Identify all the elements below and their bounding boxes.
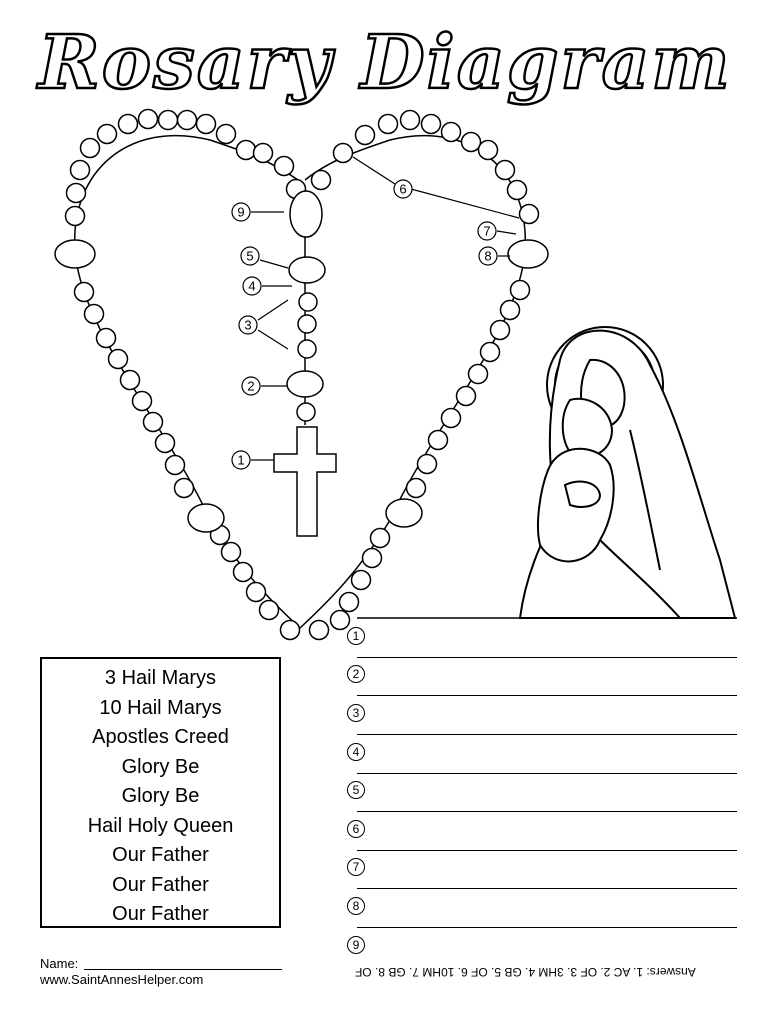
answer-number: 9 — [347, 936, 365, 954]
rosary-bead — [275, 157, 294, 176]
answer-line[interactable] — [357, 850, 737, 851]
word-bank-item: Our Father — [112, 844, 209, 866]
rosary-bead — [356, 126, 375, 145]
rosary-bead — [234, 563, 253, 582]
rosary-bead — [352, 571, 371, 590]
rosary-bead — [508, 181, 527, 200]
rosary-bead — [66, 207, 85, 226]
rosary-bead — [469, 365, 488, 384]
rosary-bead — [442, 409, 461, 428]
rosary-bead — [298, 340, 316, 358]
rosary-bead — [422, 115, 441, 134]
rosary-bead — [407, 479, 426, 498]
rosary-bead — [297, 403, 315, 421]
rosary-bead — [429, 431, 448, 450]
rosary-bead — [222, 543, 241, 562]
rosary-bead — [98, 125, 117, 144]
rosary-bead — [298, 315, 316, 333]
rosary-bead — [175, 479, 194, 498]
callout-number: 7 — [483, 223, 491, 239]
word-bank-item: 3 Hail Marys — [104, 667, 217, 689]
rosary-large-bead — [386, 499, 422, 527]
answer-line[interactable] — [357, 888, 737, 889]
callout-number: 4 — [248, 278, 256, 294]
callout-number: 5 — [246, 248, 254, 264]
rosary-large-bead — [287, 371, 323, 397]
answer-number: 1 — [347, 627, 365, 645]
rosary-large-bead — [290, 191, 322, 237]
rosary-bead — [479, 141, 498, 160]
answer-number: 2 — [347, 665, 365, 683]
rosary-large-bead — [508, 240, 548, 268]
callout-leader-line — [411, 189, 519, 218]
rosary-large-bead — [188, 504, 224, 532]
word-bank-item: Our Father — [112, 903, 209, 925]
callout-leader-line — [353, 157, 395, 184]
rosary-bead — [247, 583, 266, 602]
rosary-bead — [85, 305, 104, 324]
word-bank-item: Glory Be — [121, 785, 200, 807]
word-bank-item: Glory Be — [121, 755, 200, 778]
name-field[interactable] — [84, 969, 282, 970]
rosary-bead — [178, 111, 197, 130]
name-label: Name: — [40, 956, 79, 971]
callout-number: 8 — [484, 248, 492, 264]
rosary-large-bead — [289, 257, 325, 283]
rosary-bead — [133, 392, 152, 411]
answer-number: 3 — [347, 704, 365, 722]
word-bank-item: Apostles Creed — [92, 726, 229, 748]
answer-line[interactable] — [357, 734, 737, 735]
rosary-bead — [363, 549, 382, 568]
answer-key-upside-down: Answers: 1. AC 2. OF 3. 3HM 4. GB 5. OF 6. 10HM 7. GB 8. OF — [355, 965, 696, 979]
callout-leader-line — [258, 330, 288, 349]
word-bank-item: Our Father — [112, 873, 209, 896]
rosary-bead — [109, 350, 128, 369]
word-bank — [40, 657, 281, 928]
answer-line[interactable] — [357, 695, 737, 696]
answer-number: 8 — [347, 897, 365, 915]
answer-number: 5 — [347, 781, 365, 799]
rosary-bead — [401, 111, 420, 130]
rosary-large-bead — [55, 240, 95, 268]
answer-number: 4 — [347, 743, 365, 761]
callout-leader-line — [260, 260, 288, 268]
rosary-bead — [237, 141, 256, 160]
rosary-bead — [340, 593, 359, 612]
callout-number: 9 — [237, 204, 245, 220]
rosary-bead — [457, 387, 476, 406]
rosary-bead — [418, 455, 437, 474]
answer-number: 6 — [347, 820, 365, 838]
answer-number: 7 — [347, 858, 365, 876]
rosary-bead — [217, 125, 236, 144]
rosary-bead — [119, 115, 138, 134]
rosary-bead — [481, 343, 500, 362]
callout-number: 1 — [237, 452, 245, 468]
rosary-bead — [520, 205, 539, 224]
rosary-bead — [144, 413, 163, 432]
rosary-bead — [97, 329, 116, 348]
crucifix-icon — [274, 427, 336, 536]
rosary-bead — [442, 123, 461, 142]
rosary-bead — [501, 301, 520, 320]
rosary-bead — [67, 184, 86, 203]
mary-and-child-illustration — [520, 327, 735, 618]
callout-number: 2 — [247, 378, 255, 394]
rosary-bead — [491, 321, 510, 340]
rosary-bead — [71, 161, 90, 180]
answer-line[interactable] — [357, 811, 737, 812]
rosary-bead — [511, 281, 530, 300]
rosary-bead — [197, 115, 216, 134]
rosary-bead — [331, 611, 350, 630]
rosary-bead — [379, 115, 398, 134]
rosary-bead — [166, 456, 185, 475]
rosary-bead — [254, 144, 273, 163]
rosary-bead — [281, 621, 300, 640]
rosary-bead — [334, 144, 353, 163]
rosary-bead — [81, 139, 100, 158]
word-bank-item: 10 Hail Marys — [99, 696, 222, 719]
rosary-bead — [371, 529, 390, 548]
answer-line[interactable] — [357, 773, 737, 774]
rosary-bead — [496, 161, 515, 180]
rosary-bead — [312, 171, 331, 190]
page-title: Rosary Diagram — [38, 20, 732, 106]
word-bank-item: Hail Holy Queen — [87, 814, 234, 837]
callout-leader-line — [258, 300, 288, 320]
rosary-bead — [260, 601, 279, 620]
rosary-bead — [310, 621, 329, 640]
rosary-bead — [139, 110, 158, 129]
rosary-bead — [462, 133, 481, 152]
rosary-bead — [159, 111, 178, 130]
rosary-beads — [55, 110, 548, 640]
website-link[interactable]: www.SaintAnnesHelper.com — [40, 972, 204, 987]
rosary-bead — [156, 434, 175, 453]
rosary-bead — [121, 371, 140, 390]
callout-number: 6 — [399, 181, 407, 197]
answer-line[interactable] — [357, 657, 737, 658]
answer-line[interactable] — [357, 927, 737, 928]
rosary-bead — [299, 293, 317, 311]
callout-labels — [232, 157, 519, 469]
rosary-bead — [75, 283, 94, 302]
callout-number: 3 — [244, 317, 252, 333]
callout-leader-line — [497, 231, 516, 234]
